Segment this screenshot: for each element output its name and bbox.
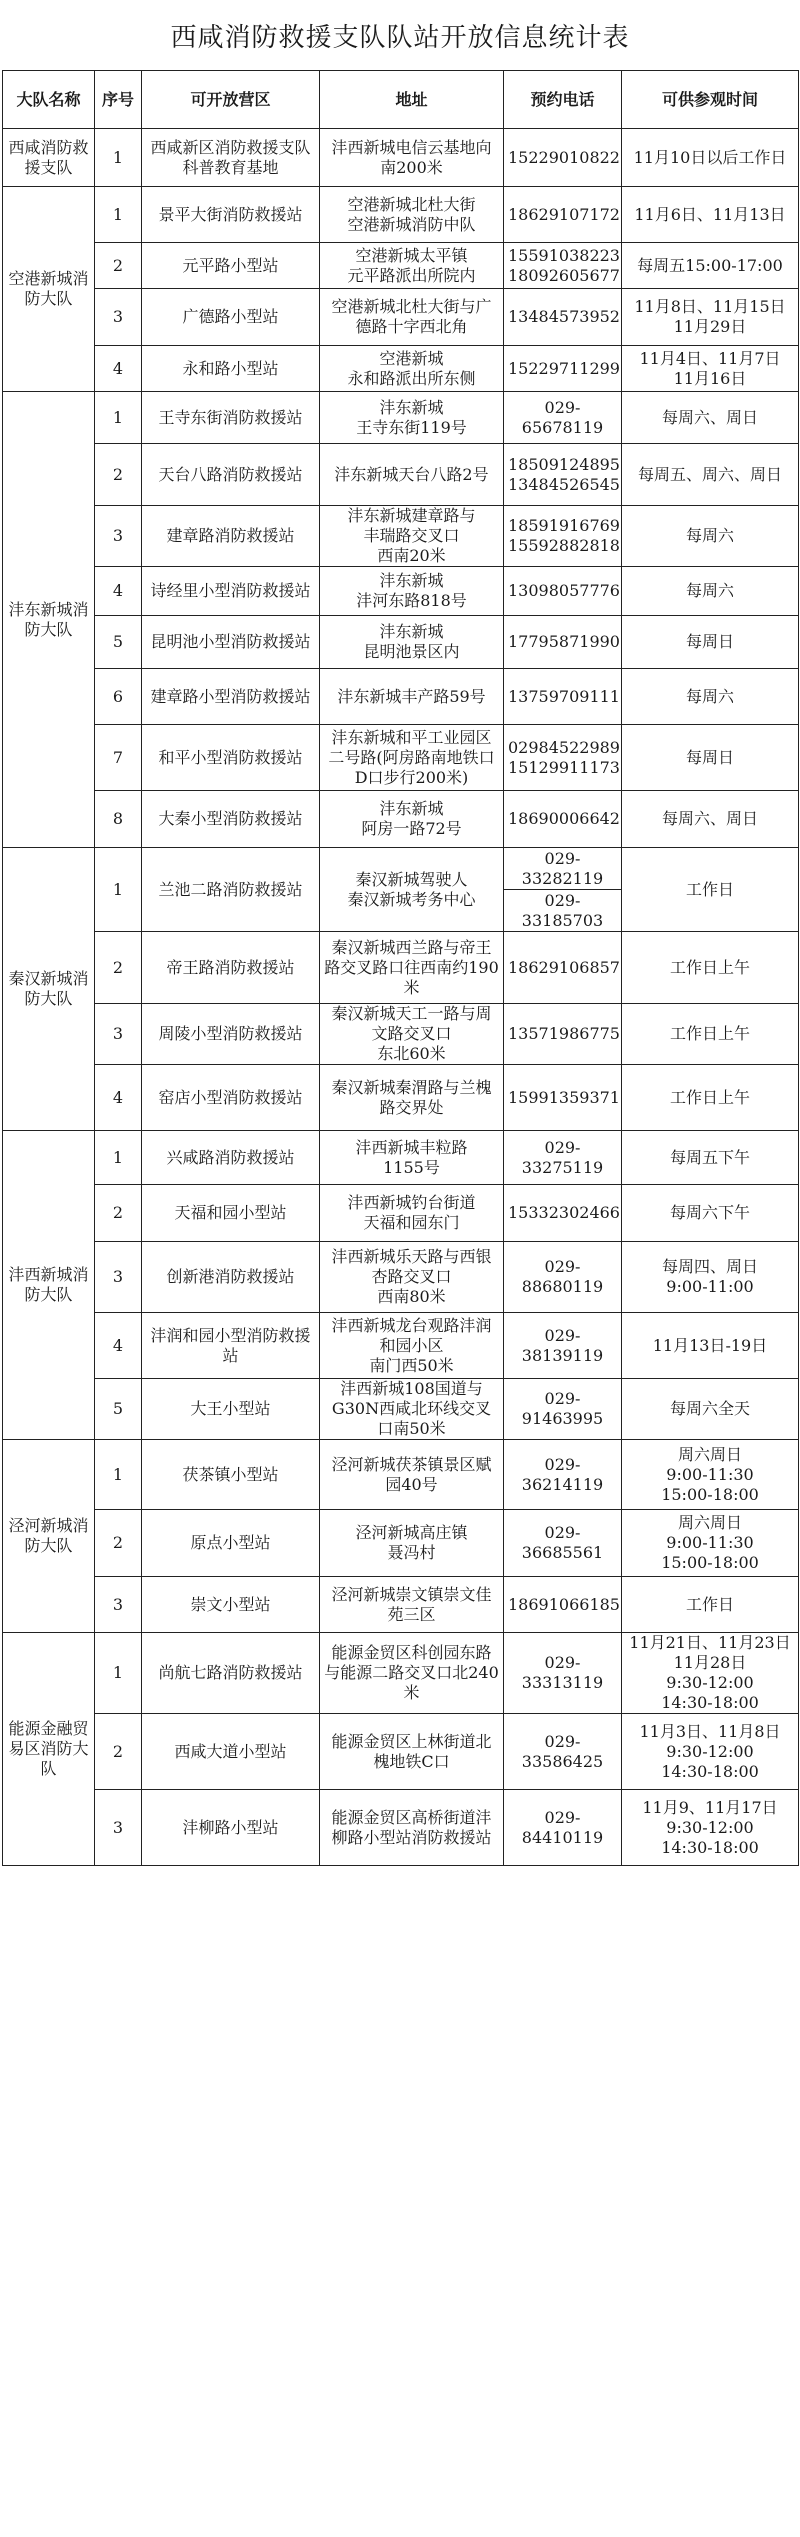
venue-name: 沣柳路小型站 <box>142 1790 320 1866</box>
page-title: 西咸消防救援支队队站开放信息统计表 <box>170 22 630 53</box>
address: 秦汉新城天工一路与周文路交叉口 东北60米 <box>320 1004 504 1065</box>
col-header-address: 地址 <box>320 71 504 129</box>
venue-name: 和平小型消防救援站 <box>142 725 320 791</box>
phone-number: 13759709111 <box>508 686 620 706</box>
phone-number: 15592882818 <box>508 536 620 555</box>
address: 能源金贸区上林街道北槐地铁C口 <box>320 1714 504 1790</box>
visit-time: 每周日 <box>622 616 799 669</box>
address: 沣东新城丰产路59号 <box>320 669 504 725</box>
visit-time: 每周六 <box>622 567 799 616</box>
venue-name: 周陵小型消防救援站 <box>142 1004 320 1065</box>
booking-phone <box>504 243 622 289</box>
booking-phone <box>504 669 622 725</box>
address: 空港新城北杜大街 空港新城消防中队 <box>320 187 504 243</box>
booking-phone <box>504 444 622 506</box>
venue-name: 崇文小型站 <box>142 1577 320 1633</box>
address: 能源金贸区高桥街道沣柳路小型站消防救援站 <box>320 1790 504 1866</box>
venue-name: 兰池二路消防救援站 <box>142 848 320 932</box>
venue-name: 元平路小型站 <box>142 243 320 289</box>
address: 秦汉新城驾驶人 秦汉新城考务中心 <box>320 848 504 932</box>
brigade-name: 泾河新城消防大队 <box>3 1440 95 1633</box>
booking-phone <box>504 791 622 848</box>
venue-name: 创新港消防救援站 <box>142 1242 320 1313</box>
booking-phone <box>504 932 622 1004</box>
phone-number: 15332302466 <box>508 1203 620 1222</box>
address: 沣东新城 阿房一路72号 <box>320 791 504 848</box>
venue-name: 大王小型站 <box>142 1379 320 1440</box>
venue-name: 王寺东街消防救援站 <box>142 392 320 444</box>
visit-time: 工作日上午 <box>622 1004 799 1065</box>
visit-time: 11月3日、11月8日 9:30-12:00 14:30-18:00 <box>622 1714 799 1790</box>
phone-number: 029-88680119 <box>521 1257 604 1296</box>
booking-phone <box>504 1510 622 1577</box>
booking-phone <box>504 1633 622 1714</box>
row-index: 2 <box>95 1510 142 1577</box>
address: 沣东新城 王寺东街119号 <box>320 392 504 444</box>
address: 秦汉新城西兰路与帝王路交叉路口往西南约190米 <box>320 932 504 1004</box>
col-header-brigade: 大队名称 <box>3 71 95 129</box>
row-index: 4 <box>95 567 142 616</box>
address: 沣西新城钓台街道 天福和园东门 <box>320 1185 504 1242</box>
row-index: 6 <box>95 669 142 725</box>
phone-number: 029-33586425 <box>521 1731 604 1771</box>
address: 沣东新城和平工业园区二号路(阿房路南地铁口D口步行200米) <box>320 725 504 791</box>
address: 沣西新城108国道与G30N西咸北环线交叉口南50米 <box>320 1379 504 1440</box>
booking-phone <box>504 289 622 346</box>
row-index: 3 <box>95 1577 142 1633</box>
venue-name: 尚航七路消防救援站 <box>142 1633 320 1714</box>
visit-time: 11月4日、11月7日 11月16日 <box>622 346 799 392</box>
row-index: 1 <box>95 129 142 187</box>
visit-time: 每周六、周日 <box>622 392 799 444</box>
table-row <box>3 1633 799 1714</box>
phone-number: 15591038223 <box>508 245 620 265</box>
venue-name: 天福和园小型站 <box>142 1185 320 1242</box>
phone-number: 13571986775 <box>508 1024 620 1043</box>
row-index: 2 <box>95 1185 142 1242</box>
table-row <box>3 129 799 187</box>
venue-name: 帝王路消防救援站 <box>142 932 320 1004</box>
table-row <box>3 1714 799 1790</box>
phone-number: 15229010822 <box>508 147 620 167</box>
phone-number: 18092605677 <box>508 265 620 285</box>
visit-time: 每周五、周六、周日 <box>622 444 799 506</box>
booking-phone <box>504 1065 622 1131</box>
header-row <box>3 71 799 129</box>
table-row <box>3 1185 799 1242</box>
phone-number: 029-33275119 <box>521 1137 604 1177</box>
venue-name: 建章路小型消防救援站 <box>142 669 320 725</box>
row-index: 1 <box>95 848 142 932</box>
address: 泾河新城高庄镇 聂冯村 <box>320 1510 504 1577</box>
phone-number: 18629106857 <box>508 957 620 977</box>
row-index: 1 <box>95 1131 142 1185</box>
table-row <box>3 791 799 848</box>
booking-phone <box>504 725 622 791</box>
table-row <box>3 1004 799 1065</box>
phone-number: 18629107172 <box>508 204 620 224</box>
col-header-time: 可供参观时间 <box>622 71 799 129</box>
table-row <box>3 506 799 567</box>
phone-number: 029-65678119 <box>521 397 604 437</box>
booking-phone <box>504 1242 622 1313</box>
phone-number: 18509124895 <box>508 454 620 474</box>
row-index: 2 <box>95 932 142 1004</box>
address: 沣东新城 昆明池景区内 <box>320 616 504 669</box>
booking-phone <box>504 1185 622 1242</box>
visit-time: 每周四、周日 9:00-11:00 <box>622 1242 799 1313</box>
row-index: 1 <box>95 1633 142 1714</box>
visit-time: 每周六全天 <box>622 1379 799 1440</box>
table-row <box>3 1577 799 1633</box>
table-row <box>3 1790 799 1866</box>
booking-phone <box>504 1379 622 1440</box>
table-row <box>3 567 799 616</box>
table-row <box>3 289 799 346</box>
table-row <box>3 187 799 243</box>
row-index: 2 <box>95 444 142 506</box>
visit-time: 工作日 <box>622 1577 799 1633</box>
visit-time: 工作日上午 <box>622 1065 799 1131</box>
brigade-name: 沣西新城消防大队 <box>3 1131 95 1440</box>
booking-phone <box>504 506 622 567</box>
venue-name: 西咸新区消防救援支队科普教育基地 <box>142 129 320 187</box>
table-row <box>3 1440 799 1510</box>
row-index: 4 <box>95 346 142 392</box>
row-index: 3 <box>95 506 142 567</box>
venue-name: 建章路消防救援站 <box>142 506 320 567</box>
phone-number: 13098057776 <box>508 581 620 600</box>
phone-number: 02984522989 <box>508 737 620 757</box>
brigade-name: 沣东新城消防大队 <box>3 392 95 848</box>
phone-number: 029-33282119 <box>504 848 621 890</box>
phone-number: 029-38139119 <box>521 1325 604 1365</box>
booking-phone <box>504 392 622 444</box>
booking-phone <box>504 567 622 616</box>
phone-number: 029-91463995 <box>521 1389 604 1428</box>
venue-name: 沣润和园小型消防救援站 <box>142 1313 320 1379</box>
address: 沣东新城天台八路2号 <box>320 444 504 506</box>
visit-time: 每周六 <box>622 669 799 725</box>
venue-name: 天台八路消防救援站 <box>142 444 320 506</box>
address: 空港新城北杜大街与广德路十字西北角 <box>320 289 504 346</box>
row-index: 1 <box>95 187 142 243</box>
address: 泾河新城崇文镇崇文佳苑三区 <box>320 1577 504 1633</box>
table-row <box>3 392 799 444</box>
row-index: 8 <box>95 791 142 848</box>
visit-time: 每周五下午 <box>622 1131 799 1185</box>
row-index: 3 <box>95 1004 142 1065</box>
booking-phone <box>504 1577 622 1633</box>
phone-number: 15229711299 <box>508 358 620 378</box>
phone-number: 18691066185 <box>508 1594 620 1614</box>
table-row <box>3 1242 799 1313</box>
table-row <box>3 1065 799 1131</box>
table-row <box>3 725 799 791</box>
row-index: 4 <box>95 1313 142 1379</box>
table-row <box>3 669 799 725</box>
row-index: 2 <box>95 1714 142 1790</box>
table-row <box>3 848 799 932</box>
venue-name: 茯茶镇小型站 <box>142 1440 320 1510</box>
table-row <box>3 243 799 289</box>
row-index: 4 <box>95 1065 142 1131</box>
phone-number: 18591916769 <box>508 516 620 535</box>
row-index: 5 <box>95 616 142 669</box>
row-index: 3 <box>95 1790 142 1866</box>
visit-time: 11月10日以后工作日 <box>622 129 799 187</box>
address: 沣西新城电信云基地向南200米 <box>320 129 504 187</box>
address: 空港新城太平镇 元平路派出所院内 <box>320 243 504 289</box>
phone-number: 17795871990 <box>508 632 620 651</box>
row-index: 1 <box>95 1440 142 1510</box>
visit-time: 每周六 <box>622 506 799 567</box>
venue-name: 窑店小型消防救援站 <box>142 1065 320 1131</box>
row-index: 1 <box>95 392 142 444</box>
phone-number: 029-36685561 <box>521 1523 604 1562</box>
phone-number: 029-36214119 <box>521 1454 604 1494</box>
address: 秦汉新城秦渭路与兰槐路交界处 <box>320 1065 504 1131</box>
table-row <box>3 346 799 392</box>
visit-time: 11月9、11月17日 9:30-12:00 14:30-18:00 <box>622 1790 799 1866</box>
col-header-venue: 可开放营区 <box>142 71 320 129</box>
row-index: 7 <box>95 725 142 791</box>
phone-number: 029-33313119 <box>521 1653 604 1692</box>
table-row <box>3 1313 799 1379</box>
venue-name: 景平大街消防救援站 <box>142 187 320 243</box>
visit-time: 11月13日-19日 <box>622 1313 799 1379</box>
visit-time: 每周五15:00-17:00 <box>622 243 799 289</box>
venue-name: 广德路小型站 <box>142 289 320 346</box>
row-index: 3 <box>95 289 142 346</box>
table-row <box>3 616 799 669</box>
phone-number: 15991359371 <box>508 1087 620 1107</box>
booking-phone <box>504 848 622 932</box>
visit-time: 每周六下午 <box>622 1185 799 1242</box>
table-row <box>3 444 799 506</box>
booking-phone <box>504 1440 622 1510</box>
brigade-name: 秦汉新城消防大队 <box>3 848 95 1131</box>
booking-phone <box>504 616 622 669</box>
visit-time: 11月8日、11月15日 11月29日 <box>622 289 799 346</box>
venue-name: 原点小型站 <box>142 1510 320 1577</box>
address: 沣西新城龙台观路沣润和园小区 南门西50米 <box>320 1313 504 1379</box>
venue-name: 兴咸路消防救援站 <box>142 1131 320 1185</box>
brigade-name: 西咸消防救援支队 <box>3 129 95 187</box>
phone-number: 029-33185703 <box>521 890 604 930</box>
booking-phone <box>504 1714 622 1790</box>
address: 沣东新城建章路与 丰瑞路交叉口 西南20米 <box>320 506 504 567</box>
table-row <box>3 932 799 1004</box>
address: 沣西新城乐天路与西银杏路交叉口 西南80米 <box>320 1242 504 1313</box>
address: 沣西新城丰粒路 1155号 <box>320 1131 504 1185</box>
booking-phone <box>504 1131 622 1185</box>
venue-name: 诗经里小型消防救援站 <box>142 567 320 616</box>
phone-number: 15129911173 <box>508 757 620 777</box>
phone-number: 13484573952 <box>508 307 620 326</box>
booking-phone <box>504 187 622 243</box>
visit-time: 周六周日 9:00-11:30 15:00-18:00 <box>622 1440 799 1510</box>
info-table <box>2 70 799 1866</box>
brigade-name: 空港新城消防大队 <box>3 187 95 392</box>
row-index: 5 <box>95 1379 142 1440</box>
venue-name: 永和路小型站 <box>142 346 320 392</box>
visit-time: 周六周日 9:00-11:30 15:00-18:00 <box>622 1510 799 1577</box>
address: 沣东新城 沣河东路818号 <box>320 567 504 616</box>
visit-time: 工作日上午 <box>622 932 799 1004</box>
booking-phone <box>504 129 622 187</box>
visit-time: 每周日 <box>622 725 799 791</box>
phone-number: 18690006642 <box>508 809 620 828</box>
row-index: 3 <box>95 1242 142 1313</box>
visit-time: 11月21日、11月23日 11月28日 9:30-12:00 14:30-18:00 <box>622 1633 799 1714</box>
col-header-phone: 预约电话 <box>504 71 622 129</box>
booking-phone <box>504 1004 622 1065</box>
table-body <box>3 129 799 1866</box>
venue-name: 大秦小型消防救援站 <box>142 791 320 848</box>
booking-phone <box>504 346 622 392</box>
row-index: 2 <box>95 243 142 289</box>
col-header-index: 序号 <box>95 71 142 129</box>
venue-name: 西咸大道小型站 <box>142 1714 320 1790</box>
phone-number: 13484526545 <box>508 474 620 494</box>
visit-time: 每周六、周日 <box>622 791 799 848</box>
address: 泾河新城茯茶镇景区赋园40号 <box>320 1440 504 1510</box>
table-row <box>3 1131 799 1185</box>
phone-number: 029-84410119 <box>521 1807 604 1847</box>
address: 空港新城 永和路派出所东侧 <box>320 346 504 392</box>
booking-phone <box>504 1790 622 1866</box>
brigade-name: 能源金融贸易区消防大队 <box>3 1633 95 1866</box>
venue-name: 昆明池小型消防救援站 <box>142 616 320 669</box>
address: 能源金贸区科创园东路与能源二路交叉口北240米 <box>320 1633 504 1714</box>
visit-time: 工作日 <box>622 848 799 932</box>
table-row <box>3 1510 799 1577</box>
table-row <box>3 1379 799 1440</box>
booking-phone <box>504 1313 622 1379</box>
visit-time: 11月6日、11月13日 <box>622 187 799 243</box>
